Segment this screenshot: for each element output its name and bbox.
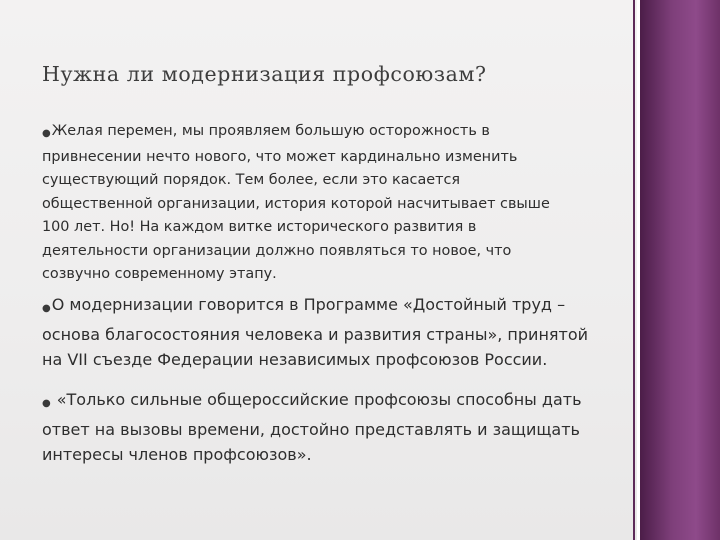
decorative-side-band <box>640 0 720 540</box>
bullet-icon: ● <box>42 398 51 409</box>
slide-title: Нужна ли модернизация профсоюзам? <box>42 62 487 86</box>
bullet-icon: ● <box>42 303 51 314</box>
paragraph-3 <box>42 387 602 468</box>
bullet-icon: ● <box>42 128 51 139</box>
paragraph-3-text: «Только сильные общероссийские профсоюзы способны дать ответ на вызовы времени, достойно представлять и защищать интересы членов профсоюзов». <box>42 390 582 464</box>
paragraph-1-text: Желая перемен, мы проявляем большую осторожность в привнесении нечто нового, что может кардинально изменить существующий порядок. Тем более, если это касается общественной организации, история которой насчитывает свыше 100 лет. Но! На каждом витке исторического развития в деятельности организации должно появляться то новое, что созвучно современному этапу. <box>42 123 550 282</box>
paragraph-2-text: О модернизации говорится в Программе «Достойный труд – основа благосостояния человека и развития страны», принятой на VII съезде Федерации независимых профсоюзов России. <box>42 295 589 369</box>
paragraph-1 <box>42 120 562 287</box>
paragraph-2 <box>42 292 602 373</box>
